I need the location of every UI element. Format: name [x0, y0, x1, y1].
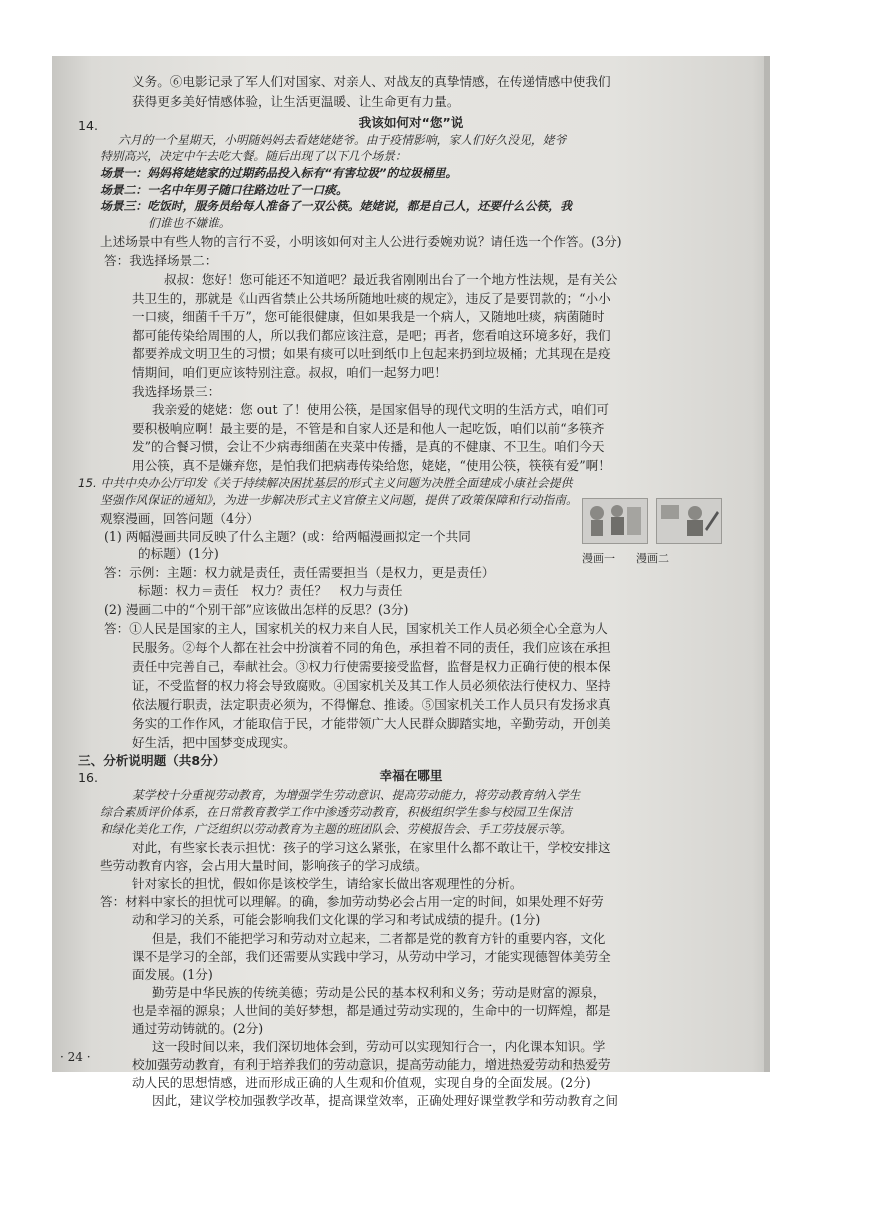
scene-line: 场景三：吃饭时，服务员给每人准备了一双公筷。姥姥说，都是自己人，还要什么公筷，我: [100, 199, 572, 213]
answer-line: 依法履行职责，法定职责必须为，不得懈怠、推诿。⑤国家机关工作人员只有发扬求真: [132, 697, 611, 712]
answer-line: 用公筷，真不是嫌弃您，是怕我们把病毒传染给您，姥姥，“使用公筷，筷筷有爱”啊！: [132, 458, 611, 473]
answer-line: 但是，我们不能把学习和劳动对立起来，二者都是党的教育方针的重要内容，文化: [152, 931, 606, 946]
answer-line: 校加强劳动教育，有利于培养我们的劳动意识，提高劳动能力，增进热爱劳动和热爱劳: [132, 1057, 611, 1072]
cartoon-two-image: [656, 498, 722, 544]
text-line: 特别高兴，决定中午去吃大餐。随后出现了以下几个场景：: [100, 149, 407, 163]
cartoon-images: [582, 498, 722, 546]
answer-line: 共卫生的，那就是《山西省禁止公共场所随地吐痰的规定》，违反了是要罚款的；“小小: [132, 291, 611, 306]
answer-line: 通过劳动铸就的。(2分): [132, 1021, 264, 1036]
question-text: (2) 漫画二中的“个别干部”应该做出怎样的反思？(3分): [104, 602, 409, 617]
section-title: 幸福在哪里: [379, 768, 443, 783]
text-line: 获得更多美好情感体验，让生活更温暖、让生命更有力量。: [132, 94, 460, 109]
answer-line: 务实的工作作风，才能取信于民，才能带领广大人民群众脚踏实地，辛勤劳动，开创美: [132, 716, 611, 731]
answer-line: 答：示例：主题：权力就是责任，责任需要担当（是权力，更是责任）: [104, 565, 495, 580]
answer-line: 课不是学习的全部，我们还需要从实践中学习，从劳动中学习，才能实现德智体美劳全: [132, 949, 611, 964]
text-line: 义务。⑥电影记录了军人们对国家、对亲人、对战友的真挚情感，在传递情感中使我们: [132, 74, 611, 89]
answer-line: 我选择场景三：: [132, 384, 221, 399]
question-text: 坚强作风保证的通知》，为进一步解决形式主义官僚主义问题，提供了政策保障和行动指南。: [100, 493, 578, 507]
answer-line: 动和学习的关系，可能会影响我们文化课的学习和考试成绩的提升。(1分): [132, 912, 541, 927]
answer-line: 要积极响应啊！最主要的是，不管是和自家人还是和他人一起吃饭，咱们以前“多筷齐: [132, 421, 605, 436]
question-text: 上述场景中有些人物的言行不妥，小明该如何对主人公进行委婉劝说？请任选一个作答。(3分): [100, 234, 622, 249]
answer-line: 叔叔：您好！您可能还不知道吧？最近我省刚刚出台了一个地方性法规，是有关公: [164, 272, 618, 287]
question-text: 针对家长的担忧，假如你是该校学生，请给家长做出客观理性的分析。: [132, 876, 523, 891]
question-text: 15. 中共中央办公厅印发《关于持续解决困扰基层的形式主义问题为决胜全面建成小康社会提供: [78, 476, 573, 490]
answer-line: 责任中完善自己，奉献社会。③权力行使需要接受监督，监督是权力正确行使的根本保: [132, 659, 611, 674]
answer-line: 一口痰，细菌千千万”，您可能很健康，但如果我是一个病人，又随地吐痰，病菌随时: [132, 309, 605, 324]
answer-line: 好生活，把中国梦变成现实。: [132, 735, 296, 750]
cartoon-two-caption: 漫画二: [636, 552, 669, 565]
answer-line: 证，不受监督的权力将会导致腐败。④国家机关及其工作人员必须依法行使权力、坚持: [132, 678, 611, 693]
cartoon-one-image: [582, 498, 648, 544]
answer-line: 发”的合餐习惯，会让不少病毒细菌在夹菜中传播，是真的不健康、不卫生。咱们今天: [132, 439, 605, 454]
book-spine-shadow: [764, 56, 770, 1072]
section-title: 我该如何对“您”说: [358, 115, 464, 130]
text-line: 某学校十分重视劳动教育，为增强学生劳动意识、提高劳动能力，将劳动教育纳入学生: [132, 788, 581, 802]
answer-line: 我亲爱的姥姥：您 out 了！使用公筷，是国家倡导的现代文明的生活方式，咱们可: [152, 402, 609, 417]
answer-line: 面发展。(1分): [132, 967, 213, 982]
scene-line: 场景二：一名中年男子随口往路边吐了一口痰。: [100, 183, 348, 197]
text-line: 们谁也不嫌谁。: [148, 216, 231, 230]
answer-line: 勤劳是中华民族的传统美德；劳动是公民的基本权利和义务；劳动是财富的源泉，: [152, 985, 606, 1000]
answer-line: 标题：权力＝责任 权力？责任？ 权力与责任: [138, 583, 403, 598]
text-line: 六月的一个星期天，小明随妈妈去看姥姥姥爷。由于疫情影响，家人们好久没见，姥爷: [118, 133, 567, 147]
text-line: 和绿化美化工作，广泛组织以劳动教育为主题的班团队会、劳模报告会、手工劳技展示等。: [100, 822, 572, 836]
page-number: · 24 ·: [60, 1050, 91, 1064]
text-line: 综合素质评价体系，在日常教育教学工作中渗透劳动教育，积极组织学生参与校园卫生保洁: [100, 805, 572, 819]
answer-line: 答：①人民是国家的主人，国家机关的权力来自人民，国家机关工作人员必须全心全意为人: [104, 621, 608, 636]
answer-line: 情期间，咱们更应该特别注意。叔叔，咱们一起努力吧！: [132, 365, 447, 380]
answer-line: 这一段时间以来，我们深切地体会到，劳动可以实现知行合一，内化课本知识。学: [152, 1039, 606, 1054]
answer-line: 答：材料中家长的担忧可以理解。的确，参加劳动势必会占用一定的时间，如果处理不好劳: [100, 894, 604, 909]
cartoon-captions: [582, 550, 669, 566]
question-text: 的标题）(1分): [138, 546, 219, 561]
question-text: (1) 两幅漫画共同反映了什么主题？(或：给两幅漫画拟定一个共同: [104, 529, 471, 544]
question-number: 14.: [78, 118, 99, 133]
question-number: 16.: [78, 770, 99, 785]
question-text: 观察漫画，回答问题（4分）: [100, 511, 260, 526]
section-heading: 三、分析说明题（共8分）: [78, 753, 226, 768]
cartoon-one-caption: 漫画一: [582, 552, 615, 565]
answer-line: 动人民的思想情感，进而形成正确的人生观和价值观，实现自身的全面发展。(2分): [132, 1075, 591, 1090]
cartoon-two-drawing: [657, 499, 721, 543]
cartoon-one-drawing: [583, 499, 647, 543]
scene-line: 场景一：妈妈将姥姥家的过期药品投入标有“有害垃圾”的垃圾桶里。: [100, 166, 458, 180]
text-line: 对此，有些家长表示担忧：孩子的学习这么紧张，在家里什么都不敢让干，学校安排这: [132, 840, 611, 855]
answer-line: 民服务。②每个人都在社会中扮演着不同的角色，承担着不同的责任，我们应该在承担: [132, 640, 611, 655]
answer-line: 也是幸福的源泉；人世间的美好梦想，都是通过劳动实现的，生命中的一切辉煌，都是: [132, 1003, 611, 1018]
answer-line: 答：我选择场景二：: [104, 253, 218, 268]
answer-line: 因此，建议学校加强教学改革，提高课堂效率，正确处理好课堂教学和劳动教育之间: [152, 1093, 618, 1108]
answer-line: 都要养成文明卫生的习惯；如果有痰可以吐到纸巾上包起来扔到垃圾桶；尤其现在是疫: [132, 346, 611, 361]
book-page-photo: [52, 56, 770, 1108]
answer-line: 都可能传染给周围的人，所以我们都应该注意，是吧；再者，您看咱这环境多好，我们: [132, 328, 611, 343]
text-line: 些劳动教育内容，会占用大量时间，影响孩子的学习成绩。: [100, 858, 428, 873]
